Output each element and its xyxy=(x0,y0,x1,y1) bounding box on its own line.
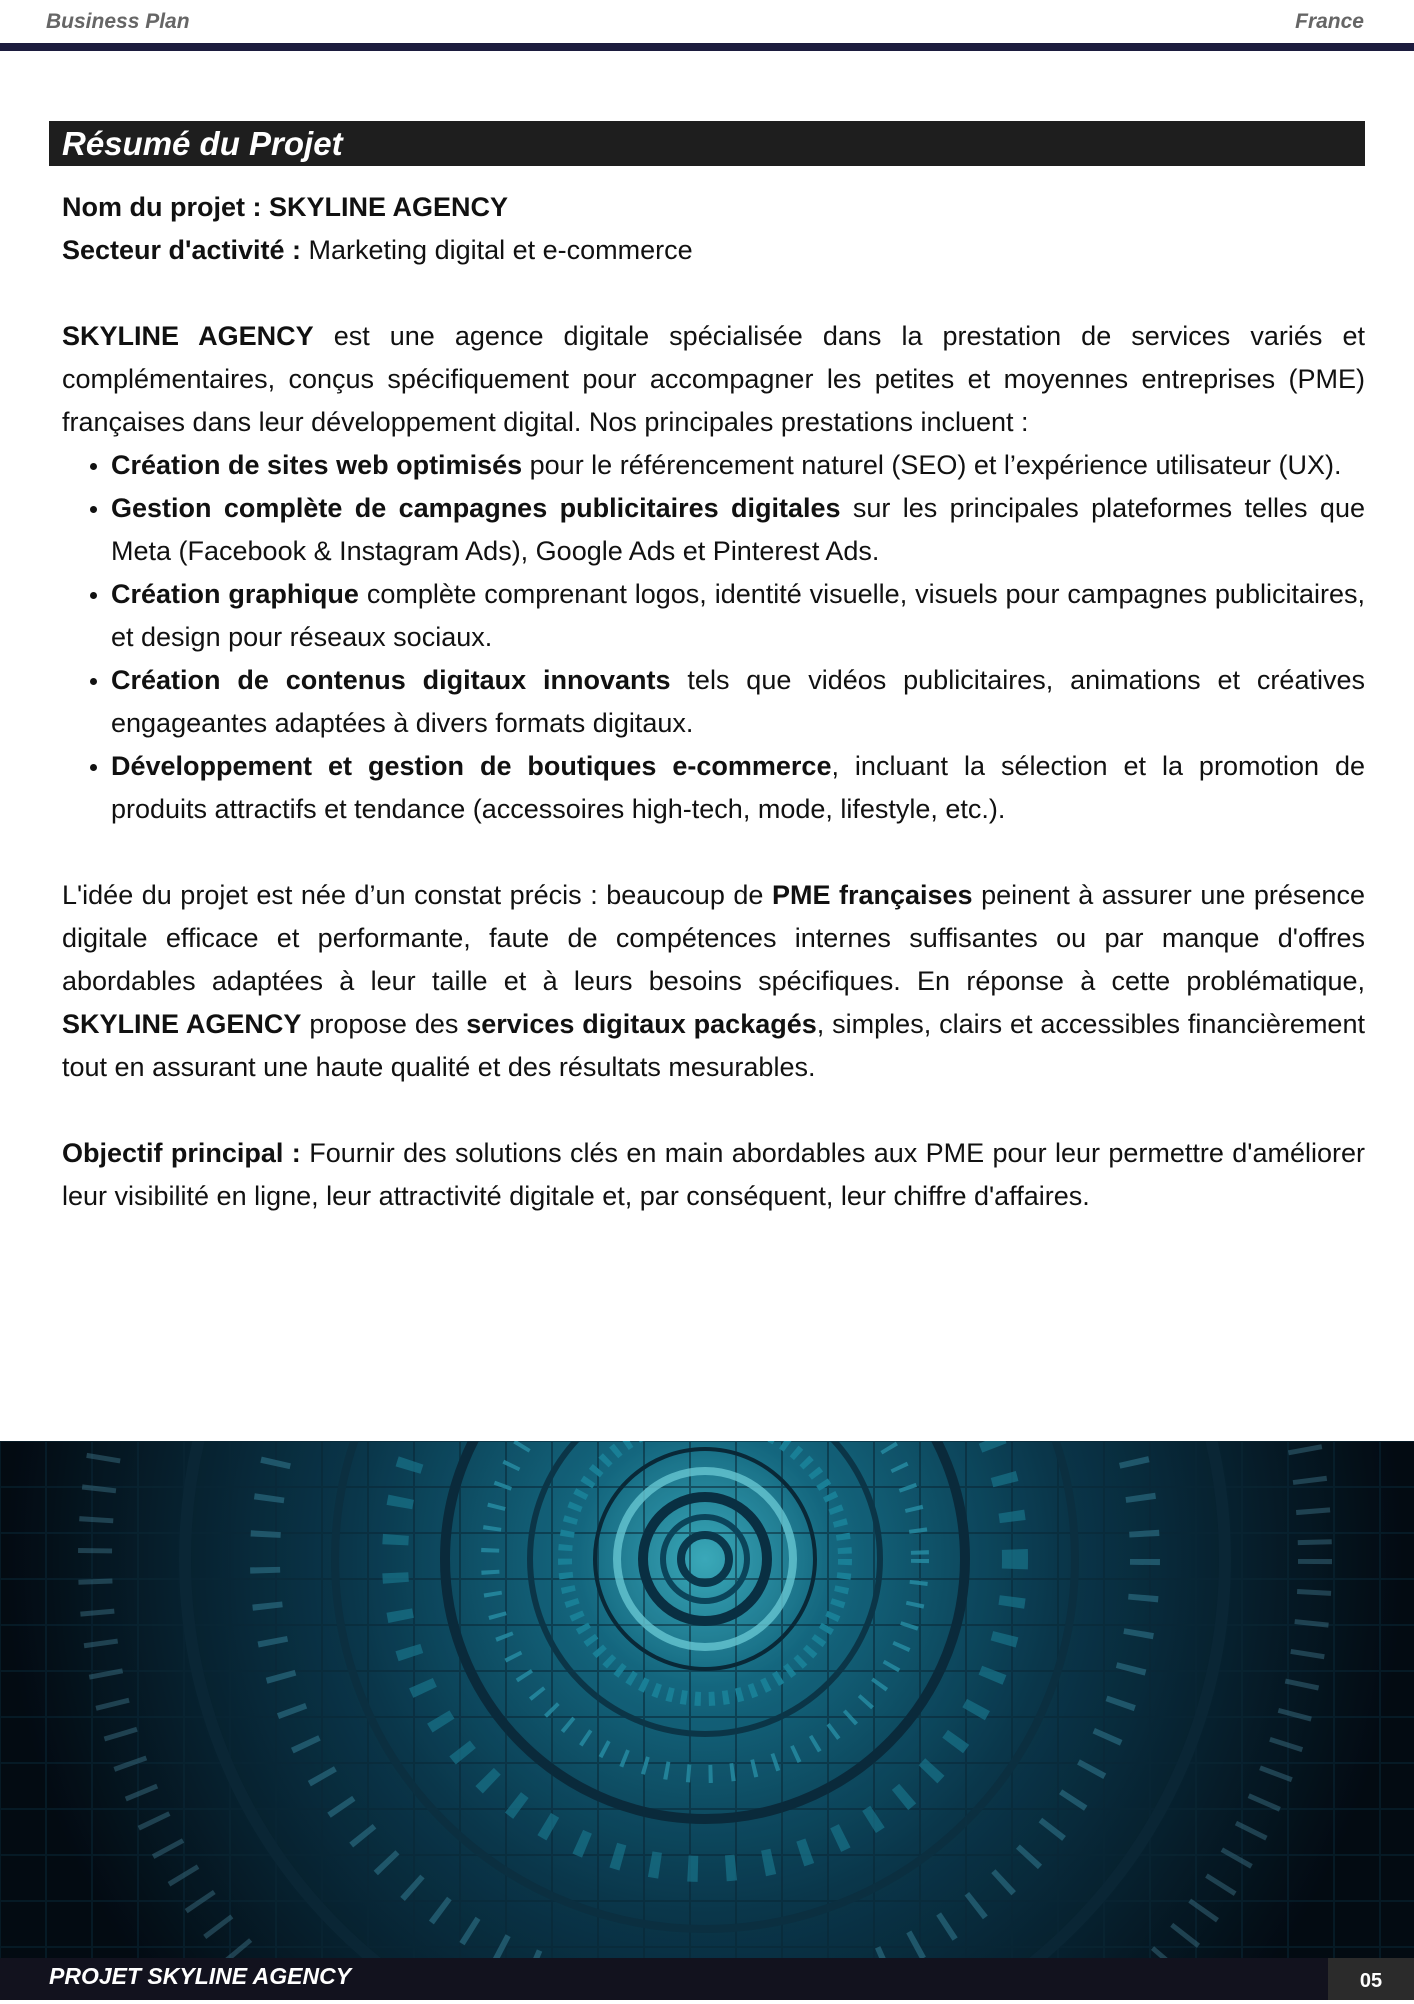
sector-line xyxy=(62,229,1365,272)
idea-emphasis: services digitaux packagés xyxy=(466,1009,817,1039)
footer-project-title: PROJET SKYLINE AGENCY xyxy=(49,1963,352,1989)
service-item xyxy=(111,745,1365,831)
section-heading: Résumé du Projet xyxy=(49,121,1365,166)
idea-text: peinent à assurer une présence digitale efficace et performante, faute de compétences internes suffisantes ou par manque d'offres abordables adaptées à leur taille et à leurs besoins spécifiques. En réponse à cette problématique, xyxy=(62,880,1365,996)
idea-text: L'idée du projet est née d’un constat précis : beaucoup de xyxy=(62,880,764,910)
intro-paragraph xyxy=(62,315,1365,444)
service-title: Création de sites web optimisés xyxy=(111,450,523,480)
service-description: tels que vidéos publicitaires, animations et créatives engageantes adaptées à divers formats digitaux. xyxy=(111,665,1365,738)
hero-image xyxy=(0,1441,1414,1958)
service-title: Gestion complète de campagnes publicitaires digitales xyxy=(111,493,841,523)
header-country: France xyxy=(1295,10,1364,33)
service-item xyxy=(111,444,1365,487)
service-item xyxy=(111,659,1365,745)
objective-label: Objectif principal : xyxy=(62,1138,301,1168)
service-item xyxy=(111,573,1365,659)
objective-text: Fournir des solutions clés en main abordables aux PME pour leur permettre d'améliorer leur visibilité en ligne, leur attractivité digitale et, par conséquent, leur chiffre d'affaires. xyxy=(62,1138,1365,1211)
page-number: 05 xyxy=(1328,1958,1414,2000)
services-list xyxy=(62,444,1365,831)
cyber-tunnel-illustration xyxy=(0,1441,1414,1958)
header-doc-title: Business Plan xyxy=(46,10,190,33)
service-title: Développement et gestion de boutiques e-commerce xyxy=(111,751,832,781)
header-divider xyxy=(0,43,1414,51)
sector-label: Secteur d'activité : xyxy=(62,235,302,265)
service-title: Création graphique xyxy=(111,579,359,609)
objective-paragraph xyxy=(62,1132,1365,1218)
service-description: sur les principales plateformes telles que Meta (Facebook & Instagram Ads), Google Ads et Pinterest Ads. xyxy=(111,493,1365,566)
service-item xyxy=(111,487,1365,573)
project-name-value: SKYLINE AGENCY xyxy=(269,192,509,222)
idea-paragraph xyxy=(62,874,1365,1089)
page-footer xyxy=(0,1958,1414,2000)
service-description: , incluant la sélection et la promotion de produits attractifs et tendance (accessoires high-tech, mode, lifestyle, etc.). xyxy=(111,751,1365,824)
project-name-label: Nom du projet : xyxy=(62,192,262,222)
idea-emphasis: SKYLINE AGENCY xyxy=(62,1009,302,1039)
intro-text: est une agence digitale spécialisée dans la prestation de services variés et complémentaires, conçus spécifiquement pour accompagner les petites et moyennes entreprises (PME) françaises dans leur développement digital. Nos principales prestations incluent : xyxy=(62,321,1365,437)
idea-text: propose des xyxy=(309,1009,459,1039)
idea-text: , simples, clairs et accessibles financièrement tout en assurant une haute qualité et des résultats mesurables. xyxy=(62,1009,1365,1082)
project-name-line xyxy=(62,186,1365,229)
intro-lead: SKYLINE AGENCY xyxy=(62,321,314,351)
service-description: pour le référencement naturel (SEO) et l’expérience utilisateur (UX). xyxy=(529,450,1342,480)
sector-value: Marketing digital et e-commerce xyxy=(308,235,693,265)
document-body xyxy=(62,186,1365,1218)
service-description: complète comprenant logos, identité visuelle, visuels pour campagnes publicitaires, et design pour réseaux sociaux. xyxy=(111,579,1365,652)
page-header xyxy=(0,0,1414,44)
idea-emphasis: PME françaises xyxy=(771,880,973,910)
service-title: Création de contenus digitaux innovants xyxy=(111,665,671,695)
